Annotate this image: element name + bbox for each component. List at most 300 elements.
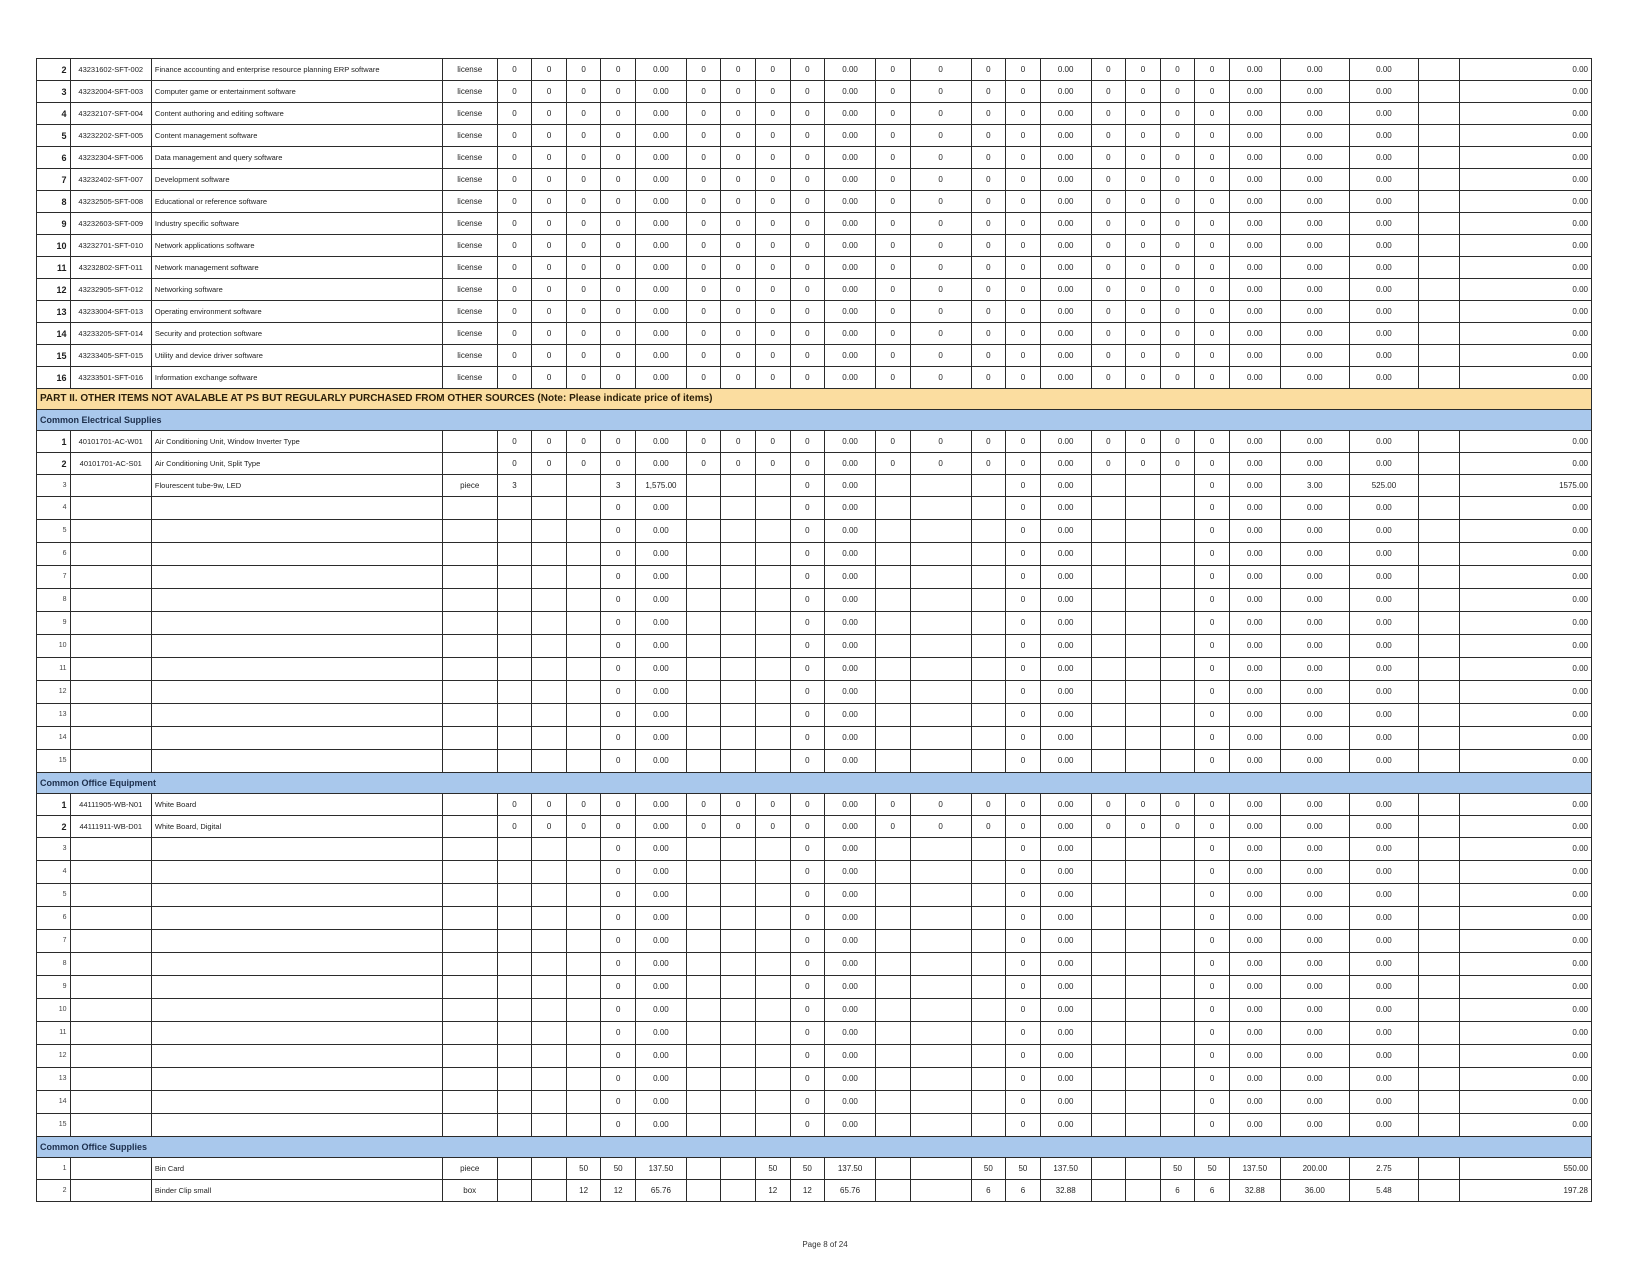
quantity-cell: 0 — [686, 147, 721, 169]
quantity-cell: 0 — [790, 750, 825, 773]
quantity-cell: 0.00 — [1040, 1114, 1091, 1137]
quantity-cell — [1160, 1022, 1195, 1045]
quantity-cell: 0.00 — [1349, 81, 1418, 103]
quantity-cell: 0.00 — [1349, 323, 1418, 345]
quantity-cell: 0.00 — [1280, 497, 1349, 520]
item-description: Networking software — [151, 279, 442, 301]
item-code: 43232402-SFT-007 — [70, 169, 151, 191]
quantity-cell: 0 — [721, 279, 756, 301]
quantity-cell: 0 — [910, 453, 971, 475]
quantity-cell: 0.00 — [1459, 884, 1591, 907]
quantity-cell: 0.00 — [1280, 169, 1349, 191]
quantity-cell: 525.00 — [1349, 475, 1418, 497]
quantity-cell: 0 — [601, 431, 636, 453]
item-unit — [442, 750, 497, 773]
table-row — [37, 930, 1592, 953]
item-code: 43233405-SFT-015 — [70, 345, 151, 367]
quantity-cell: 0.00 — [1040, 125, 1091, 147]
item-description: Information exchange software — [151, 367, 442, 389]
quantity-cell — [1126, 1158, 1161, 1180]
quantity-cell — [875, 543, 910, 566]
quantity-cell: 0 — [1195, 125, 1230, 147]
quantity-cell: 0.00 — [1040, 589, 1091, 612]
quantity-cell: 0.00 — [1459, 930, 1591, 953]
quantity-cell: 0.00 — [635, 103, 686, 125]
item-unit: license — [442, 59, 497, 81]
quantity-cell — [971, 953, 1006, 976]
quantity-cell — [1091, 953, 1126, 976]
quantity-cell — [1091, 589, 1126, 612]
quantity-cell: 0 — [721, 257, 756, 279]
quantity-cell: 0 — [1195, 520, 1230, 543]
quantity-cell — [566, 566, 601, 589]
item-code — [70, 1180, 151, 1202]
table-row — [37, 727, 1592, 750]
quantity-cell: 0.00 — [1229, 257, 1280, 279]
quantity-cell — [721, 727, 756, 750]
quantity-cell — [910, 589, 971, 612]
quantity-cell: 0.00 — [1349, 681, 1418, 704]
quantity-cell: 0 — [910, 59, 971, 81]
item-unit: license — [442, 147, 497, 169]
quantity-cell: 0.00 — [1349, 257, 1418, 279]
quantity-cell: 0.00 — [1459, 750, 1591, 773]
item-number: 11 — [37, 257, 71, 279]
quantity-cell: 0 — [497, 213, 532, 235]
quantity-cell: 0 — [566, 367, 601, 389]
table-row — [37, 861, 1592, 884]
quantity-cell: 0.00 — [1280, 612, 1349, 635]
quantity-cell: 36.00 — [1280, 1180, 1349, 1202]
quantity-cell — [532, 930, 567, 953]
quantity-cell: 0.00 — [825, 367, 876, 389]
quantity-cell: 0 — [1006, 279, 1041, 301]
quantity-cell: 0.00 — [1459, 681, 1591, 704]
item-number: 13 — [37, 1068, 71, 1091]
quantity-cell — [497, 861, 532, 884]
quantity-cell: 0 — [1160, 125, 1195, 147]
quantity-cell: 0 — [601, 147, 636, 169]
quantity-cell: 0.00 — [1280, 750, 1349, 773]
quantity-cell: 0.00 — [1229, 59, 1280, 81]
quantity-cell: 0 — [686, 323, 721, 345]
quantity-cell: 0.00 — [1459, 279, 1591, 301]
quantity-cell — [1419, 612, 1460, 635]
quantity-cell — [1126, 566, 1161, 589]
quantity-cell — [686, 520, 721, 543]
item-description — [151, 884, 442, 907]
table-row — [37, 794, 1592, 816]
quantity-cell: 0 — [1006, 147, 1041, 169]
quantity-cell — [875, 1114, 910, 1137]
quantity-cell: 0.00 — [825, 794, 876, 816]
quantity-cell — [566, 520, 601, 543]
quantity-cell: 0.00 — [1349, 103, 1418, 125]
quantity-cell: 0.00 — [1459, 59, 1591, 81]
item-code — [70, 658, 151, 681]
quantity-cell: 0.00 — [1459, 1091, 1591, 1114]
quantity-cell: 0.00 — [635, 1068, 686, 1091]
quantity-cell: 0 — [601, 81, 636, 103]
quantity-cell: 0 — [755, 147, 790, 169]
quantity-cell — [532, 658, 567, 681]
quantity-cell — [1160, 1068, 1195, 1091]
table-row — [37, 279, 1592, 301]
quantity-cell — [1091, 1180, 1126, 1202]
quantity-cell — [721, 475, 756, 497]
quantity-cell: 0.00 — [825, 147, 876, 169]
quantity-cell: 0.00 — [1040, 727, 1091, 750]
quantity-cell: 0 — [790, 191, 825, 213]
quantity-cell: 0 — [1160, 431, 1195, 453]
quantity-cell: 0.00 — [635, 727, 686, 750]
quantity-cell: 0.00 — [1040, 81, 1091, 103]
quantity-cell — [1126, 589, 1161, 612]
quantity-cell: 65.76 — [635, 1180, 686, 1202]
quantity-cell — [721, 884, 756, 907]
quantity-cell: 0.00 — [1280, 976, 1349, 999]
quantity-cell: 0 — [686, 345, 721, 367]
quantity-cell: 0 — [910, 301, 971, 323]
quantity-cell: 3 — [497, 475, 532, 497]
quantity-cell — [971, 681, 1006, 704]
quantity-cell: 0.00 — [1040, 930, 1091, 953]
quantity-cell: 0.00 — [1229, 999, 1280, 1022]
quantity-cell — [532, 1045, 567, 1068]
quantity-cell: 0 — [497, 323, 532, 345]
quantity-cell: 0 — [1091, 81, 1126, 103]
quantity-cell — [1091, 976, 1126, 999]
item-number: 3 — [37, 81, 71, 103]
quantity-cell: 0 — [1091, 431, 1126, 453]
quantity-cell: 0.00 — [1229, 453, 1280, 475]
quantity-cell: 0 — [686, 169, 721, 191]
quantity-cell: 0 — [755, 81, 790, 103]
quantity-cell: 0 — [875, 213, 910, 235]
quantity-cell — [1160, 681, 1195, 704]
table-row — [37, 1158, 1592, 1180]
table-row — [37, 453, 1592, 475]
quantity-cell — [1419, 953, 1460, 976]
quantity-cell: 0.00 — [1040, 1022, 1091, 1045]
quantity-cell: 0.00 — [825, 1114, 876, 1137]
item-code — [70, 1114, 151, 1137]
quantity-cell: 0 — [601, 345, 636, 367]
quantity-cell: 0.00 — [825, 727, 876, 750]
table-row — [37, 635, 1592, 658]
quantity-cell: 0.00 — [1280, 794, 1349, 816]
quantity-cell: 0 — [532, 81, 567, 103]
quantity-cell: 0.00 — [825, 930, 876, 953]
item-description: Content management software — [151, 125, 442, 147]
quantity-cell: 0 — [497, 81, 532, 103]
quantity-cell: 0.00 — [1280, 658, 1349, 681]
quantity-cell: 0 — [1006, 612, 1041, 635]
quantity-cell: 0 — [910, 816, 971, 838]
quantity-cell — [1091, 727, 1126, 750]
quantity-cell: 0 — [971, 816, 1006, 838]
quantity-cell: 0 — [1091, 816, 1126, 838]
quantity-cell: 0 — [1195, 81, 1230, 103]
item-description: Development software — [151, 169, 442, 191]
quantity-cell — [755, 1068, 790, 1091]
quantity-cell: 0 — [910, 125, 971, 147]
quantity-cell: 0 — [601, 1068, 636, 1091]
quantity-cell: 0 — [686, 125, 721, 147]
quantity-cell: 0.00 — [1040, 612, 1091, 635]
table-row — [37, 147, 1592, 169]
quantity-cell — [971, 1068, 1006, 1091]
quantity-cell — [755, 520, 790, 543]
quantity-cell — [721, 907, 756, 930]
item-code — [70, 1068, 151, 1091]
quantity-cell: 0 — [566, 169, 601, 191]
quantity-cell: 0 — [875, 103, 910, 125]
quantity-cell: 0 — [686, 257, 721, 279]
quantity-cell: 0 — [910, 169, 971, 191]
quantity-cell: 0.00 — [1229, 658, 1280, 681]
quantity-cell — [686, 907, 721, 930]
quantity-cell: 0 — [790, 169, 825, 191]
quantity-cell — [686, 861, 721, 884]
quantity-cell: 0 — [790, 279, 825, 301]
quantity-cell: 0.00 — [825, 1045, 876, 1068]
quantity-cell: 0 — [1160, 235, 1195, 257]
quantity-cell: 0.00 — [1349, 635, 1418, 658]
quantity-cell — [910, 520, 971, 543]
quantity-cell: 0.00 — [1459, 257, 1591, 279]
quantity-cell — [1091, 1114, 1126, 1137]
quantity-cell: 0 — [601, 816, 636, 838]
quantity-cell — [532, 475, 567, 497]
quantity-cell: 0 — [601, 635, 636, 658]
quantity-cell: 0.00 — [1349, 235, 1418, 257]
item-description — [151, 681, 442, 704]
item-description — [151, 976, 442, 999]
quantity-cell: 0 — [790, 612, 825, 635]
item-code — [70, 681, 151, 704]
quantity-cell: 0 — [790, 838, 825, 861]
quantity-cell — [566, 976, 601, 999]
quantity-cell — [686, 953, 721, 976]
quantity-cell — [686, 750, 721, 773]
quantity-cell: 0 — [601, 543, 636, 566]
quantity-cell — [1419, 884, 1460, 907]
quantity-cell: 0.00 — [1040, 750, 1091, 773]
quantity-cell — [875, 475, 910, 497]
item-description — [151, 1091, 442, 1114]
quantity-cell: 0 — [1195, 635, 1230, 658]
quantity-cell: 0.00 — [1349, 345, 1418, 367]
quantity-cell: 0 — [1126, 794, 1161, 816]
quantity-cell: 0.00 — [1229, 497, 1280, 520]
quantity-cell: 0 — [790, 953, 825, 976]
quantity-cell: 0.00 — [1459, 1045, 1591, 1068]
item-description: Utility and device driver software — [151, 345, 442, 367]
quantity-cell — [1091, 1045, 1126, 1068]
quantity-cell — [910, 497, 971, 520]
quantity-cell — [566, 475, 601, 497]
quantity-cell — [1126, 907, 1161, 930]
quantity-cell: 0.00 — [1040, 658, 1091, 681]
quantity-cell: 0 — [1195, 1045, 1230, 1068]
item-number: 7 — [37, 930, 71, 953]
quantity-cell: 0.00 — [1040, 235, 1091, 257]
quantity-cell: 0 — [1091, 235, 1126, 257]
quantity-cell: 0 — [971, 235, 1006, 257]
quantity-cell: 0 — [1091, 323, 1126, 345]
quantity-cell: 0 — [790, 345, 825, 367]
quantity-cell — [686, 1180, 721, 1202]
quantity-cell: 0 — [601, 976, 636, 999]
quantity-cell: 0.00 — [825, 345, 876, 367]
quantity-cell: 0.00 — [635, 59, 686, 81]
item-number: 12 — [37, 279, 71, 301]
quantity-cell — [1160, 497, 1195, 520]
item-description: Industry specific software — [151, 213, 442, 235]
quantity-cell: 0 — [910, 147, 971, 169]
quantity-cell: 0.00 — [1229, 589, 1280, 612]
quantity-cell — [1126, 838, 1161, 861]
quantity-cell: 0 — [910, 191, 971, 213]
quantity-cell — [1091, 566, 1126, 589]
quantity-cell — [497, 1022, 532, 1045]
item-number: 14 — [37, 323, 71, 345]
item-number: 1 — [37, 794, 71, 816]
item-description — [151, 520, 442, 543]
quantity-cell: 0 — [790, 81, 825, 103]
quantity-cell — [1126, 681, 1161, 704]
item-description: Content authoring and editing software — [151, 103, 442, 125]
quantity-cell: 0.00 — [1229, 816, 1280, 838]
table-row — [37, 103, 1592, 125]
quantity-cell — [1160, 907, 1195, 930]
item-description: Air Conditioning Unit, Split Type — [151, 453, 442, 475]
quantity-cell: 0.00 — [1459, 191, 1591, 213]
quantity-cell: 0 — [790, 566, 825, 589]
item-number: 15 — [37, 1114, 71, 1137]
quantity-cell — [532, 589, 567, 612]
quantity-cell — [497, 1068, 532, 1091]
quantity-cell: 0.00 — [1459, 125, 1591, 147]
quantity-cell: 0 — [1006, 543, 1041, 566]
quantity-cell: 0 — [566, 125, 601, 147]
quantity-cell: 0 — [971, 367, 1006, 389]
quantity-cell: 0 — [971, 431, 1006, 453]
quantity-cell: 0.00 — [1459, 1114, 1591, 1137]
quantity-cell — [497, 520, 532, 543]
quantity-cell — [1091, 704, 1126, 727]
quantity-cell — [686, 1158, 721, 1180]
table-row — [37, 1022, 1592, 1045]
quantity-cell: 0.00 — [1229, 1022, 1280, 1045]
item-unit: license — [442, 169, 497, 191]
quantity-cell — [497, 907, 532, 930]
quantity-cell: 0.00 — [825, 884, 876, 907]
quantity-cell: 0 — [686, 59, 721, 81]
quantity-cell: 0 — [721, 59, 756, 81]
item-unit: license — [442, 213, 497, 235]
quantity-cell: 0 — [1091, 794, 1126, 816]
quantity-cell: 0 — [601, 658, 636, 681]
quantity-cell — [1091, 681, 1126, 704]
quantity-cell: 0 — [721, 147, 756, 169]
quantity-cell: 0.00 — [825, 323, 876, 345]
quantity-cell — [686, 1022, 721, 1045]
quantity-cell — [910, 1114, 971, 1137]
quantity-cell — [1126, 750, 1161, 773]
item-unit: license — [442, 323, 497, 345]
quantity-cell — [532, 884, 567, 907]
quantity-cell — [1091, 1068, 1126, 1091]
item-description: Educational or reference software — [151, 191, 442, 213]
quantity-cell — [1091, 838, 1126, 861]
quantity-cell — [1091, 930, 1126, 953]
quantity-cell: 0.00 — [1459, 907, 1591, 930]
quantity-cell: 0.00 — [1229, 475, 1280, 497]
quantity-cell — [721, 658, 756, 681]
quantity-cell — [532, 750, 567, 773]
quantity-cell: 0.00 — [635, 367, 686, 389]
quantity-cell — [1419, 213, 1460, 235]
quantity-cell: 0.00 — [825, 816, 876, 838]
quantity-cell — [1160, 1114, 1195, 1137]
quantity-cell: 0.00 — [1349, 169, 1418, 191]
item-unit — [442, 838, 497, 861]
quantity-cell: 0.00 — [1229, 367, 1280, 389]
quantity-cell: 0 — [1160, 59, 1195, 81]
quantity-cell — [1419, 704, 1460, 727]
quantity-cell: 0.00 — [1229, 635, 1280, 658]
quantity-cell: 0 — [1006, 566, 1041, 589]
quantity-cell: 0.00 — [825, 520, 876, 543]
quantity-cell — [497, 884, 532, 907]
quantity-cell: 0 — [601, 191, 636, 213]
quantity-cell — [755, 1091, 790, 1114]
quantity-cell — [721, 520, 756, 543]
quantity-cell: 0 — [1126, 103, 1161, 125]
quantity-cell: 0 — [1160, 169, 1195, 191]
item-unit — [442, 794, 497, 816]
quantity-cell: 0 — [1160, 816, 1195, 838]
quantity-cell — [566, 727, 601, 750]
quantity-cell: 0 — [1160, 103, 1195, 125]
quantity-cell: 0 — [790, 147, 825, 169]
quantity-cell — [566, 635, 601, 658]
quantity-cell: 0 — [566, 81, 601, 103]
table-row — [37, 59, 1592, 81]
quantity-cell: 0.00 — [635, 838, 686, 861]
quantity-cell — [875, 612, 910, 635]
quantity-cell: 0 — [971, 213, 1006, 235]
quantity-cell — [497, 1158, 532, 1180]
quantity-cell: 0 — [1195, 345, 1230, 367]
quantity-cell: 0 — [910, 367, 971, 389]
item-description — [151, 704, 442, 727]
quantity-cell: 0 — [532, 125, 567, 147]
quantity-cell: 0 — [1006, 589, 1041, 612]
quantity-cell: 0.00 — [1280, 1045, 1349, 1068]
quantity-cell: 0.00 — [1349, 213, 1418, 235]
quantity-cell: 0 — [971, 794, 1006, 816]
quantity-cell — [910, 681, 971, 704]
quantity-cell — [1126, 497, 1161, 520]
quantity-cell — [910, 635, 971, 658]
item-unit — [442, 884, 497, 907]
quantity-cell: 0 — [1006, 1045, 1041, 1068]
item-unit — [442, 907, 497, 930]
quantity-cell — [721, 953, 756, 976]
